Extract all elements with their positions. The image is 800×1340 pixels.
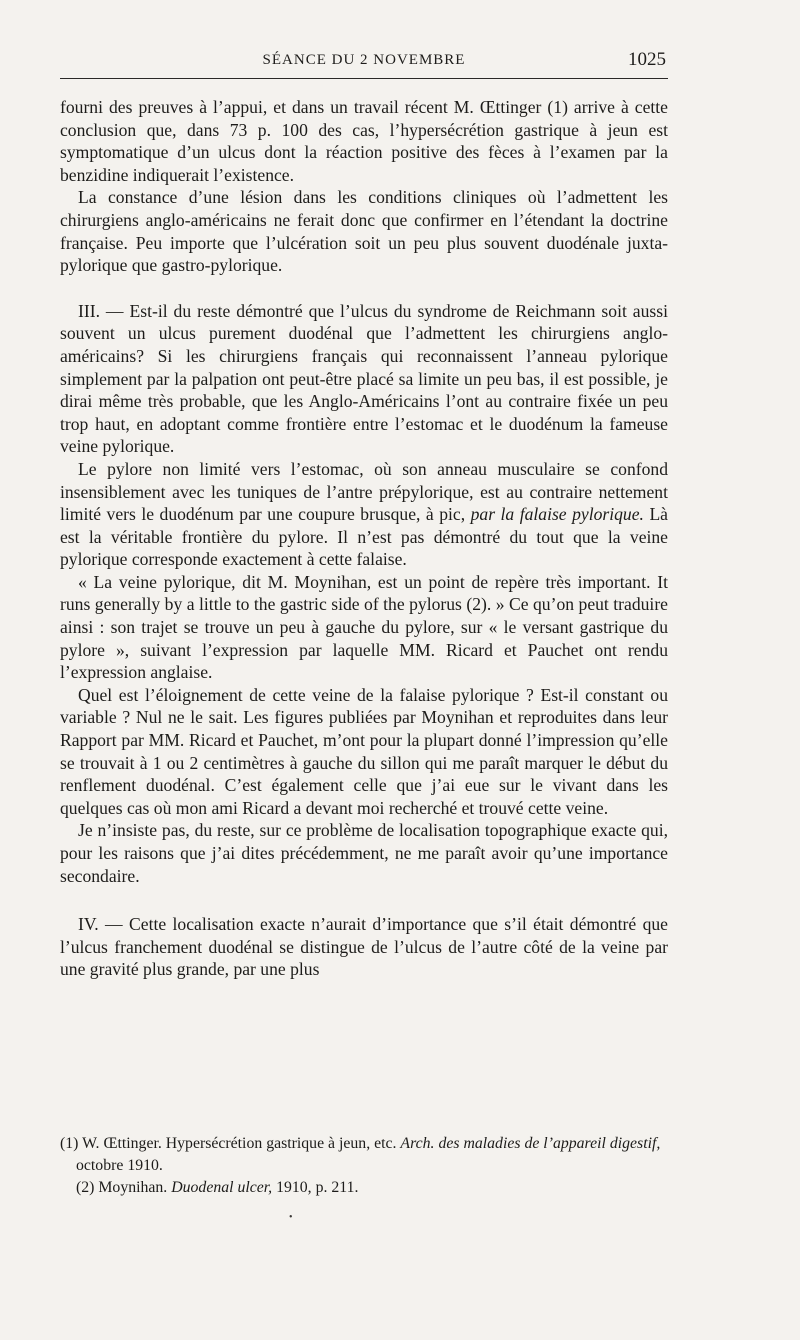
footnote-1: (1) W. Œttinger. Hypersécrétion gastrique à jeun, etc. Arch. des maladies de l’appareil digestif, octobre 1910. bbox=[60, 1135, 661, 1174]
paragraph-text: Le pylore non limité vers l’estomac, où son anneau musculaire se confond insensiblement avec les tuniques de l’antre prépylorique, est au contraire nettement limité vers le duodénum par une coupure brusque, à pic, bbox=[60, 458, 668, 525]
running-title: SÉANCE DU 2 NOVEMBRE bbox=[262, 52, 466, 68]
paragraph: La constance d’une lésion dans les conditions cliniques où l’admettent les chirurgiens anglo-américains ne ferait donc que confirmer en l’étendant la doctrine française. Peu importe que l’ulcération soit un peu plus souvent duodénale juxta-pylorique que gastro-pylorique. bbox=[60, 187, 668, 276]
italic-term: par la falaise pylorique. bbox=[470, 504, 644, 525]
body-text bbox=[60, 96, 668, 981]
page-number: 1025 bbox=[628, 49, 666, 70]
paragraph-text: Là est la véritable frontière du pylore. Il n’est pas démontré du tout que la veine pylorique corresponde exactement à cette falaise. bbox=[60, 504, 668, 570]
paragraph: Je n’insiste pas, du reste, sur ce problème de localisation topographique exacte qui, pour les raisons que j’ai dites précédemment, ne me paraît avoir qu’une importance secondaire. bbox=[60, 820, 668, 886]
page-header bbox=[60, 49, 668, 79]
footnotes bbox=[60, 1133, 668, 1199]
bottom-mark: • bbox=[289, 1212, 293, 1223]
footnote-2: (2) Moynihan. Duodenal ulcer, 1910, p. 211. bbox=[76, 1179, 359, 1196]
paragraph-continued: fourni des preuves à l’appui, et dans un travail récent M. Œttinger (1) arrive à cette conclusion que, dans 73 p. 100 des cas, l’hypersécrétion gastrique à jeun est symptomatique d’un ulcus dont la réaction positive des fèces à l’examen par la benzidine indiquerait l’existence. bbox=[60, 97, 668, 185]
paragraph: Quel est l’éloignement de cette veine de la falaise pylorique ? Est-il constant ou variable ? Nul ne le sait. Les figures publiées par Moynihan et reproduites dans leur Rapport par MM. Ricard et Pauchet, m’ont pour la plupart donné l’impression qu’elle se trouvait à 1 ou 2 centimètres à gauche du sillon qui me paraît marquer le début du renflement duodénal. C’est également celle que j’ai eue sur le vivant dans les quelques cas où mon ami Ricard a devant moi recherché et trouvé cette veine. bbox=[60, 684, 668, 818]
section-iv-paragraph: IV. — Cette localisation exacte n’aurait d’importance que s’il était démontré que l’ulcus franchement duodénal se distingue de l’ulcus de l’autre côté de la veine par une gravité plus grande, par une plus bbox=[60, 914, 668, 980]
section-iii-paragraph: III. — Est-il du reste démontré que l’ulcus du syndrome de Reichmann soit aussi souvent un ulcus purement duodénal que l’admettent les chirurgiens anglo-américains? Si les chirurgiens français qui reconnaissent l’anneau pylorique simplement par la palpation ont peut-être placé sa limite un peu bas, il est possible, je dirai même très probable, que les Anglo-Américains l’ont au contraire fixée un peu trop haut, en adoptant comme frontière entre l’estomac et le duodénum la fameuse veine pylorique. bbox=[60, 300, 668, 457]
paragraph-falaise bbox=[60, 458, 668, 571]
paragraph-quote: « La veine pylorique, dit M. Moynihan, est un point de repère très important. It runs generally by a little to the gastric side of the pylorus (2). » Ce qu’on peut traduire ainsi : son trajet se trouve un peu à gauche du pylore, sur « le versant gastrique du pylore », suivant l’expression par laquelle MM. Ricard et Pauchet ont rendu l’expression anglaise. bbox=[60, 571, 668, 683]
